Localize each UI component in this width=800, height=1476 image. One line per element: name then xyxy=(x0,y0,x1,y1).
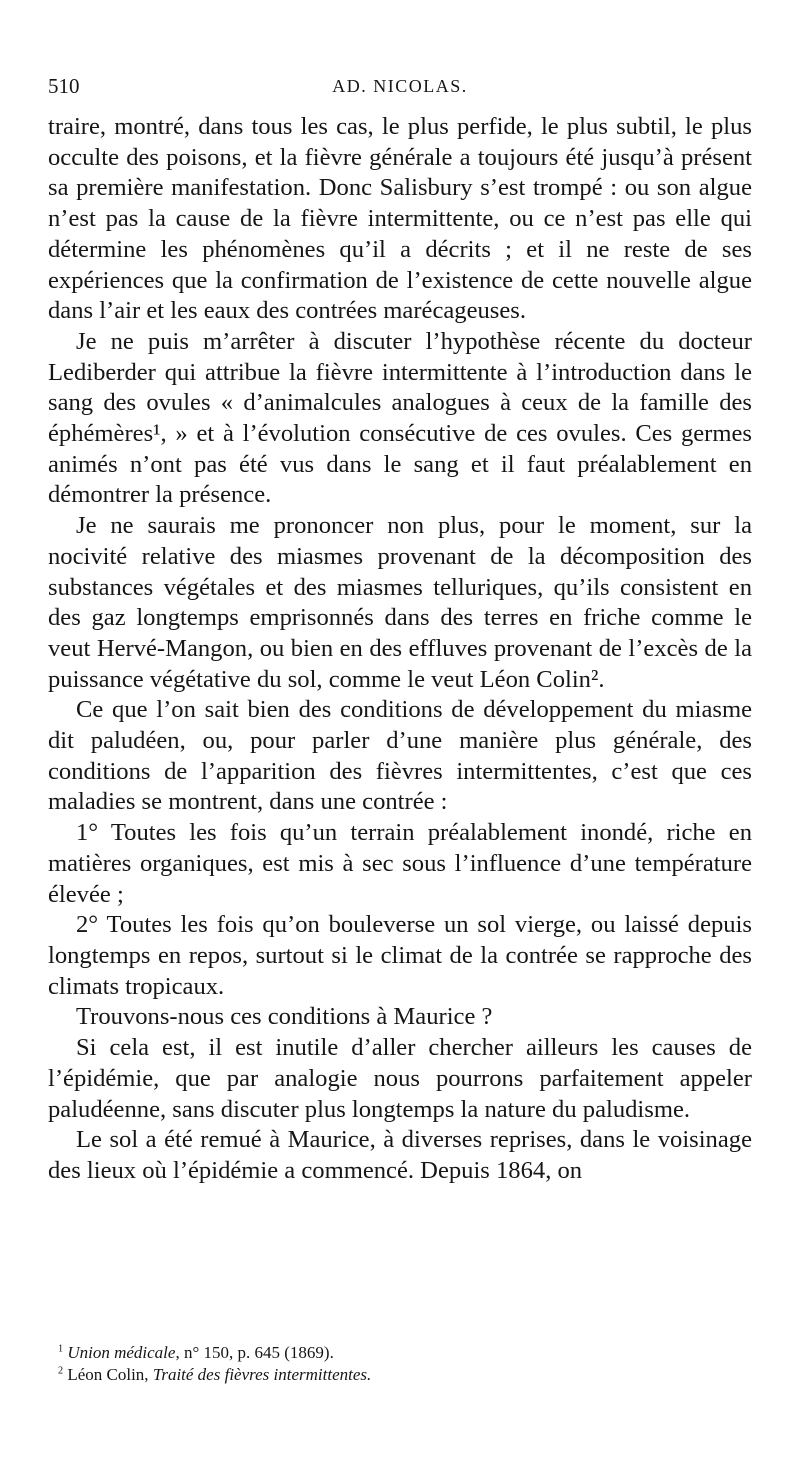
list-item: 2° Toutes les fois qu’on bouleverse un sol vierge, ou laissé depuis longtemps en repos, surtout si le climat de la contrée se rapproche des climats tropicaux. xyxy=(48,911,752,1000)
paragraph: Je ne saurais me prononcer non plus, pour le moment, sur la nocivité relative des miasmes provenant de la décomposition des substances végétales et des miasmes telluriques, qu’ils consistent en des gaz longtemps emprisonnés dans des terres en friche comme le veut Hervé-Mangon, ou bien en des effluves provenant de l’excès de la puissance végétative du sol, comme le veut Léon Colin². xyxy=(48,512,752,693)
footnote xyxy=(48,1364,752,1386)
paragraph: Ce que l’on sait bien des conditions de développement du miasme dit paludéen, ou, pour parler d’une manière plus générale, des conditions de l’apparition des fièvres intermittentes, c’est que ces maladies se montrent, dans une contrée : xyxy=(48,696,752,816)
list-item: 1° Toutes les fois qu’un terrain préalablement inondé, riche en matières organiques, est mis à sec sous l’influence d’une température élevée ; xyxy=(48,819,752,908)
page-header xyxy=(48,74,752,104)
footnote-text: , n° 150, p. 645 (1869). xyxy=(175,1343,334,1362)
paragraph: Si cela est, il est inutile d’aller chercher ailleurs les causes de l’épidémie, que par analogie nous pourrons parfaitement appeler paludéenne, sans discuter plus longtemps la nature du paludisme. xyxy=(48,1034,752,1123)
footnote-marker: 2 xyxy=(58,1365,64,1377)
body-text xyxy=(48,112,752,1187)
paragraph: Trouvons-nous ces conditions à Maurice ? xyxy=(76,1003,493,1031)
footnote-italic: Traité des fièvres intermittentes. xyxy=(152,1365,372,1384)
running-title: AD. NICOLAS. xyxy=(332,76,468,96)
footnote-italic: Union médicale xyxy=(67,1343,176,1362)
footnote-marker: 1 xyxy=(58,1343,64,1355)
footnote-text: Léon Colin, xyxy=(67,1365,153,1384)
paragraph: traire, montré, dans tous les cas, le plus perfide, le plus subtil, le plus occulte des poisons, et la fièvre générale a toujours été jusqu’à présent sa première manifestation. Donc Salisbury s’est trompé : ou son algue n’est pas la cause de la fièvre intermittente, ou ce n’est pas elle qui détermine les phénomènes qu’il a décrits ; et il ne reste de ses expériences que la confirmation de l’existence de cette nouvelle algue dans l’air et les eaux des contrées marécageuses. xyxy=(48,113,752,325)
paragraph: Le sol a été remué à Maurice, à diverses reprises, dans le voisinage des lieux où l’épidémie a commencé. Depuis 1864, on xyxy=(48,1126,752,1184)
footnote xyxy=(48,1342,752,1364)
page-number: 510 xyxy=(48,74,80,98)
footnotes xyxy=(48,1342,752,1386)
paragraph: Je ne puis m’arrêter à discuter l’hypothèse récente du docteur Lediberder qui attribue la fièvre intermittente à l’introduction dans le sang des ovules « d’animalcules analogues à ceux de la famille des éphémères¹, » et à l’évolution consécutive de ces ovules. Ces germes animés n’ont pas été vus dans le sang et il faut préalablement en démontrer la présence. xyxy=(48,327,752,509)
